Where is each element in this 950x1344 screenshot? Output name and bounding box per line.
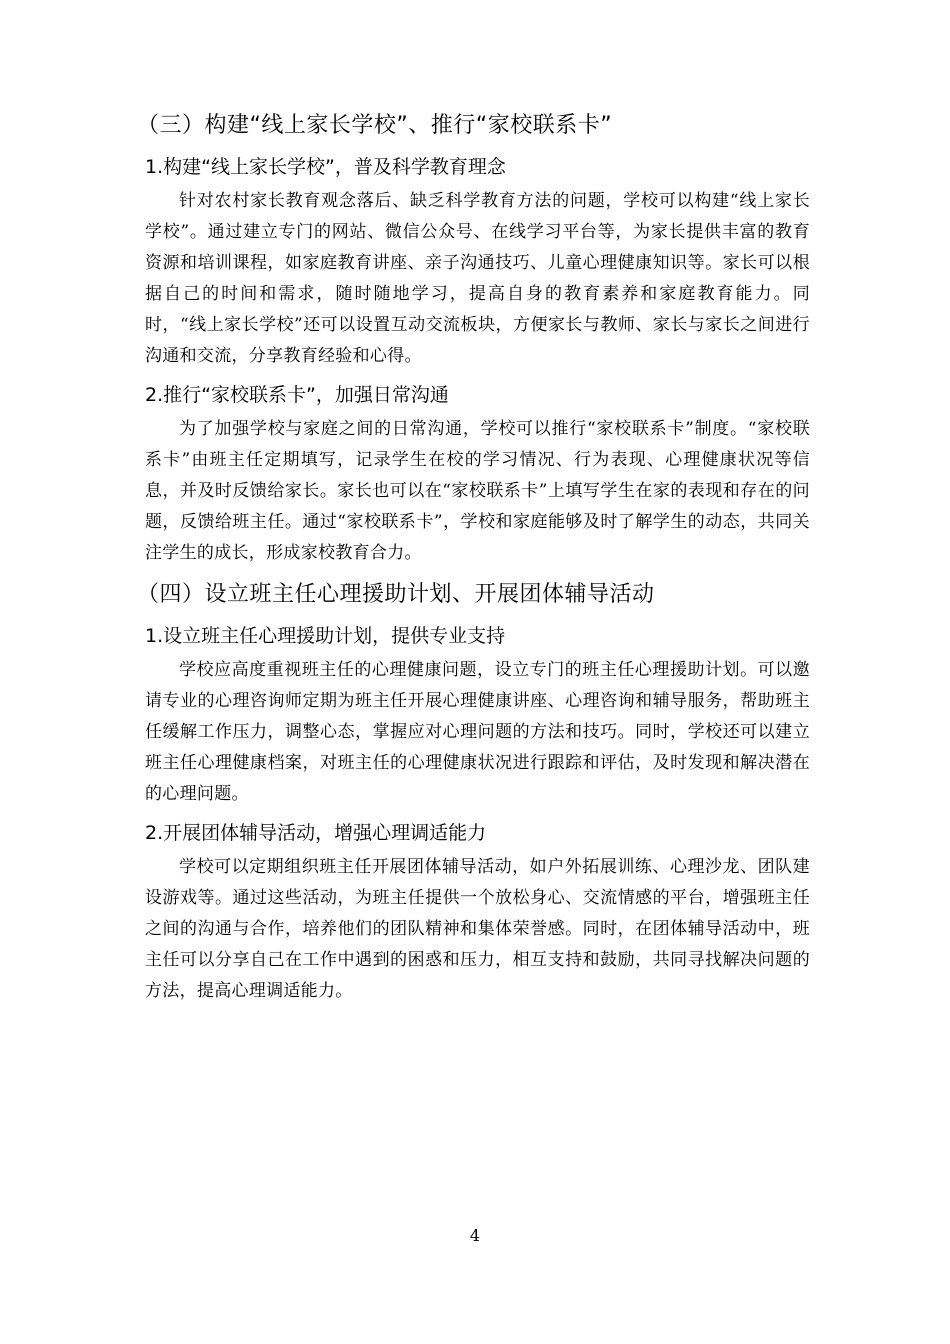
subsection-heading: 1.设立班主任心理援助计划，提供专业支持 — [145, 625, 506, 647]
subsection-heading: 2.推行“家校联系卡”，加强日常沟通 — [145, 384, 449, 406]
subsection-heading: 2.开展团体辅导活动，增强心理调适能力 — [145, 822, 487, 844]
section-heading: （三）构建“线上家长学校”、推行“家校联系卡” — [137, 113, 613, 138]
paragraph: 学校可以定期组织班主任开展团体辅导活动，如户外拓展训练、心理沙龙、团队建设游戏等。通过这些活动，为班主任提供一个放松身心、交流情感的平台，增强班主任之间的沟通与合作，培养他们的团队精神和集体荣誉感。同时，在团体辅导活动中，班主任可以分享自己在工作中遇到的困惑和压力，相互支持和鼓励，共同寻找解决问题的方法，提高心理调适能力。 — [145, 857, 810, 1001]
document-body — [137, 110, 810, 1007]
page-number: 4 — [469, 1226, 481, 1245]
paragraph: 针对农村家长教育观念落后、缺乏科学教育方法的问题，学校可以构建“线上家长学校”。通过建立专门的网站、微信公众号、在线学习平台等，为家长提供丰富的教育资源和培训课程，如家庭教育讲座、亲子沟通技巧、儿童心理健康知识等。家长可以根据自己的时间和需求，随时随地学习，提高自身的教育素养和家庭教育能力。同时，“线上家长学校”还可以设置互动交流板块，方便家长与教师、家长与家长之间进行沟通和交流，分享教育经验和心得。 — [145, 191, 810, 366]
paragraph: 为了加强学校与家庭之间的日常沟通，学校可以推行“家校联系卡”制度。“家校联系卡”由班主任定期填写，记录学生在校的学习情况、行为表现、心理健康状况等信息，并及时反馈给家长。家长也可以在“家校联系卡”上填写学生在家的表现和存在的问题，反馈给班主任。通过“家校联系卡”，学校和家庭能够及时了解学生的动态，共同关注学生的成长，形成家校教育合力。 — [145, 419, 810, 563]
subsection-heading: 1.构建“线上家长学校”，普及科学教育理念 — [145, 156, 506, 178]
section-heading: （四）设立班主任心理援助计划、开展团体辅导活动 — [137, 582, 655, 607]
paragraph: 学校应高度重视班主任的心理健康问题，设立专门的班主任心理援助计划。可以邀请专业的心理咨询师定期为班主任开展心理健康讲座、心理咨询和辅导服务，帮助班主任缓解工作压力，调整心态，掌握应对心理问题的方法和技巧。同时，学校还可以建立班主任心理健康档案，对班主任的心理健康状况进行跟踪和评估，及时发现和解决潜在的心理问题。 — [145, 660, 810, 804]
